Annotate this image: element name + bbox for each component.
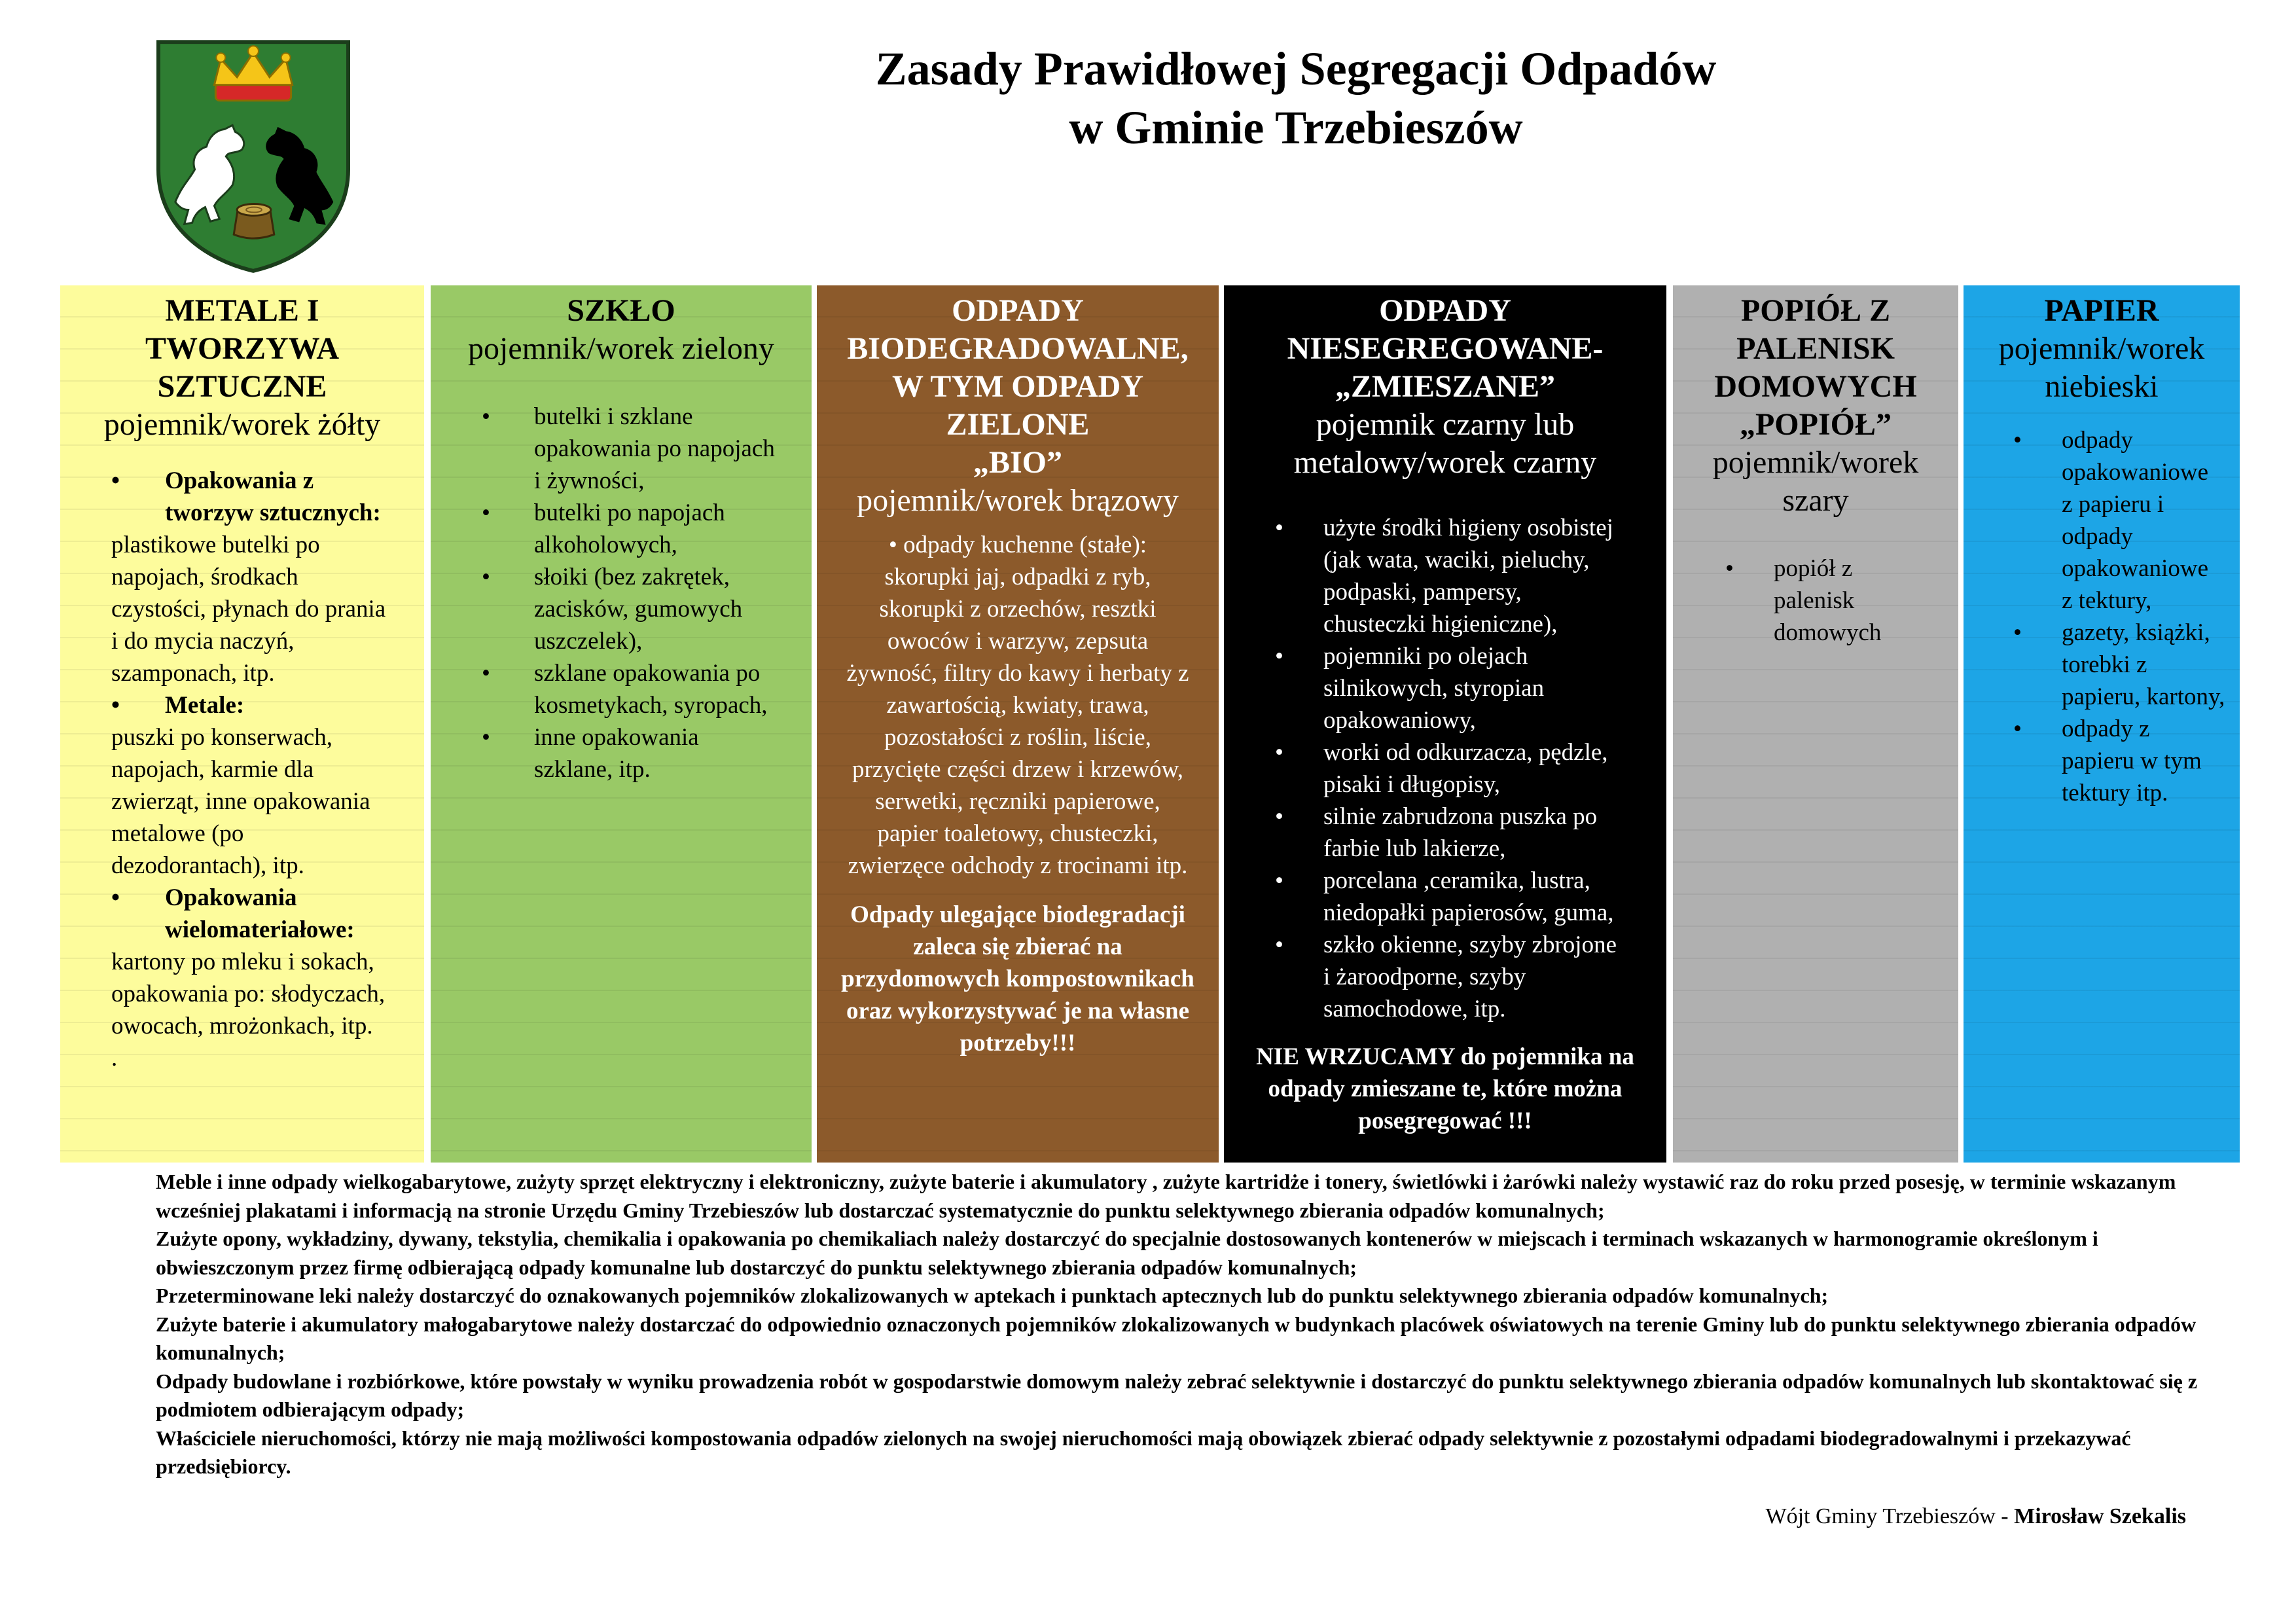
list-line: opakowaniowe [2062, 555, 2208, 582]
list-line: silnikowych, styropian [1323, 675, 1545, 702]
column-subtitle: pojemnik/worek zielony [468, 331, 774, 366]
column-title-line: DOMOWYCH [1714, 369, 1917, 404]
list-line: i do mycia naczyń, [111, 628, 295, 655]
list-item [1275, 736, 1666, 801]
list-line: butelki i szklane [534, 403, 693, 430]
list-line: inne opakowania [534, 724, 699, 751]
column-title-line: BIODEGRADOWALNE, [847, 331, 1189, 366]
bullet-icon: • [2013, 619, 2022, 646]
list-line: dezodorantach), itp. [111, 852, 304, 879]
column-subtitle: pojemnik/worek brązowy [857, 483, 1179, 518]
list-line [817, 529, 1219, 561]
list-item [1275, 801, 1666, 865]
list-line: żywność, filtry do kawy i herbaty z [846, 660, 1189, 687]
tree-stump-icon [234, 204, 274, 239]
list-item [2013, 424, 2240, 617]
bullet-icon: • [111, 467, 120, 494]
bullet-icon: • [1275, 739, 1283, 766]
bullet-icon: • [2013, 715, 2022, 742]
list-line: uszczelek), [534, 628, 643, 655]
list-line: opakowaniowy, [1323, 707, 1476, 734]
list-line: tektury itp. [2062, 780, 2168, 806]
column-title-line: POPIÓŁ Z [1740, 293, 1891, 328]
column-title-line: SZTUCZNE [157, 369, 327, 404]
list-line: butelki po napojach [534, 499, 725, 526]
bullet-icon: • [1275, 867, 1283, 894]
bullet-icon: • [482, 724, 490, 751]
list-item [2013, 617, 2240, 713]
column-subtitle: pojemnik czarny lub [1316, 407, 1575, 442]
column-subtitle: pojemnik/worek [1712, 445, 1919, 480]
list-line: opakowaniowe [2062, 459, 2208, 486]
list-line: użyte środki higieny osobistej [1323, 514, 1613, 541]
list-line: zwierzęce odchody z trocinami itp. [848, 852, 1188, 879]
list-line: napojach, środkach [111, 564, 298, 590]
list-line: plastikowe butelki po [111, 532, 320, 558]
column-title-line: W TYM ODPADY [892, 369, 1143, 404]
note-line: posegregować !!! [1358, 1108, 1532, 1134]
list-line: farbie lub lakierze, [1323, 835, 1506, 862]
bullet-icon: • [482, 403, 490, 430]
footer-notes [156, 1168, 2198, 1481]
note-line: przydomowych kompostownikach [841, 965, 1194, 992]
list-line: porcelana ,ceramika, lustra, [1323, 867, 1590, 894]
bullet-icon: • [1275, 803, 1283, 830]
list-line: pisaki i długopisy, [1323, 771, 1500, 798]
bullet-icon: • [111, 884, 120, 911]
list-line: odpady [2062, 427, 2133, 454]
bullet-icon: • [482, 660, 490, 687]
column-title-line: „ZMIESZANE” [1335, 369, 1556, 404]
column-szklo [431, 285, 812, 1163]
column-subtitle: pojemnik/worek żółty [103, 407, 381, 442]
list-line: zawartością, kwiaty, trawa, [886, 692, 1149, 719]
list-line: słoiki (bez zakrętek, [534, 564, 730, 590]
list-line: torebki z [2062, 651, 2147, 678]
list-item [1275, 512, 1666, 640]
list-item [1275, 929, 1666, 1025]
list-line: pozostałości z roślin, liście, [884, 724, 1151, 751]
column-subtitle: metalowy/worek czarny [1293, 445, 1597, 480]
note-line: oraz wykorzystywać je na własne [846, 998, 1190, 1024]
note-line: potrzeby!!! [960, 1030, 1076, 1056]
list-line: odpady [2062, 523, 2133, 550]
footer-paragraph: Meble i inne odpady wielkogabarytowe, zużyty sprzęt elektryczny i elektroniczny, zużyte baterie i akumulatory , zużyte kartridże i tonery, świetlówki i żarówki należy wystawić raz do roku przed posesję, w terminie wskazanym wcześniej plakatami i informacją na stronie Urzędu Gminy Trzebieszów lub dostarczać systematycznie do punktu selektywnego zbierania odpadów komunalnych; [156, 1170, 2176, 1222]
footer-paragraph: Właściciele nieruchomości, którzy nie mają możliwości kompostowania odpadów zielonych na swojej nieruchomości mają obowiązek zbierać odpady selektywnie z pozostałymi odpadami biodegradowalnymi i przekazywać przedsiębiorcy. [156, 1426, 2131, 1478]
list-line: pojemniki po olejach [1323, 643, 1528, 670]
list-line: worki od odkurzacza, pędzle, [1323, 739, 1608, 766]
list-line: metalowe (po [111, 820, 244, 847]
list-line: silnie zabrudzona puszka po [1323, 803, 1598, 830]
list-line: z papieru i [2062, 491, 2164, 518]
title-line-1: Zasady Prawidłowej Segregacji Odpadów [875, 43, 1717, 95]
list-line: palenisk [1774, 587, 1855, 614]
list-item [482, 401, 812, 497]
list-line: papieru, kartony, [2062, 683, 2225, 710]
list-line: papieru w tym [2062, 748, 2202, 774]
list-line: puszki po konserwach, [111, 724, 333, 751]
column-title-line: METALE I [165, 293, 319, 328]
list-line-text: odpady kuchenne (stałe): [903, 532, 1147, 558]
list-line: opakowania po napojach [534, 435, 775, 462]
signature-name: Mirosław Szekalis [2014, 1504, 2186, 1528]
group-heading: wielomateriałowe: [165, 916, 355, 943]
list-line: (jak wata, waciki, pieluchy, [1323, 547, 1590, 573]
list-line: podpaski, pampersy, [1323, 579, 1522, 605]
list-line: domowych [1774, 619, 1882, 646]
list-line: gazety, książki, [2062, 619, 2210, 646]
column-title: PAPIER [2044, 293, 2159, 328]
column-title-line: ZIELONE [946, 407, 1090, 442]
list-line: przycięte części drzew i krzewów, [852, 756, 1184, 783]
footer-paragraph: Przeterminowane leki należy dostarczyć do oznakowanych pojemników zlokalizowanych w aptekach i punktach aptecznych lub do punktu selektywnego zbierania odpadów komunalnych; [156, 1284, 1829, 1307]
column-zmieszane [1224, 285, 1666, 1163]
list-line: opakowania po: słodyczach, [111, 981, 386, 1007]
column-title-line: ODPADY [1379, 293, 1511, 328]
list-line: zwierząt, inne opakowania [111, 788, 370, 815]
note-line: odpady zmieszane te, które można [1268, 1075, 1623, 1102]
group-heading: Metale: [165, 692, 245, 719]
list-item [482, 497, 812, 561]
bullet-icon: • [2013, 427, 2022, 454]
list-line: szklane, itp. [534, 756, 651, 783]
bullet-icon: • [482, 499, 490, 526]
list-line: szkło okienne, szyby zbrojone [1323, 931, 1617, 958]
list-line: kosmetykach, syropach, [534, 692, 768, 719]
footer-paragraph: Zużyte opony, wykładziny, dywany, tekstylia, chemikalia i opakowania po chemikaliach należy dostarczyć do specjalnie dostosowanych kontenerów w miejscach i terminach wskazanych w harmonogramie określonym i obwieszczonym przez firmę odbierającą odpady komunalne lub dostarczyć do punktu selektywnego zbierania odpadów komunalnych; [156, 1227, 2098, 1279]
coat-of-arms-icon [156, 39, 351, 274]
bullet-icon: • [888, 532, 904, 558]
list-item [1275, 865, 1666, 929]
column-title-line: NIESEGREGOWANE- [1287, 331, 1604, 366]
column-metale-tworzywa [60, 285, 424, 1163]
list-item [2013, 713, 2240, 809]
note-line: Odpady ulegające biodegradacji [850, 901, 1185, 928]
list-line: z tektury, [2062, 587, 2152, 614]
list-line: odpady z [2062, 715, 2150, 742]
group-heading: Opakowania z [165, 467, 314, 494]
list-line: owoców i warzyw, zepsuta [887, 628, 1149, 655]
column-subtitle: szary [1782, 483, 1849, 518]
list-line: i żywności, [534, 467, 645, 494]
list-item [1275, 640, 1666, 736]
footer-paragraph: Zużyte baterie i akumulatory małogabarytowe należy dostarczać do odpowiednio oznaczonych pojemników zlokalizowanych w budynkach placówek oświatowych na terenie Gminy lub do punktu selektywnego zbierania odpadów komunalnych; [156, 1312, 2197, 1364]
list-item [482, 721, 812, 785]
list-line: skorupki jaj, odpadki z ryb, [884, 564, 1151, 590]
list-line: samochodowe, itp. [1323, 996, 1506, 1022]
list-line: szklane opakowania po [534, 660, 761, 687]
footer-paragraph: Odpady budowlane i rozbiórkowe, które powstały w wyniku prowadzenia robót w gospodarstwie domowym należy zebrać selektywnie i dostarczyć do punktu selektywnego zbierania odpadów komunalnych lub skontaktować się z podmiotem odbierającym odpady; [156, 1369, 2198, 1421]
title-line-2: w Gminie Trzebieszów [1069, 101, 1523, 154]
signature [1765, 1504, 2186, 1529]
page-title [687, 39, 1905, 157]
column-title-line: ODPADY [952, 293, 1084, 328]
list-line: i żaroodporne, szyby [1323, 964, 1526, 990]
group-heading: Opakowania [165, 884, 297, 911]
note-line: NIE WRZUCAMY do pojemnika na [1256, 1043, 1634, 1070]
column-subtitle: pojemnik/worek [1998, 331, 2205, 366]
bullet-icon: • [111, 692, 120, 719]
column-title: SZKŁO [567, 293, 675, 328]
list-line: papier toaletowy, chusteczki, [877, 820, 1158, 847]
list-line: zacisków, gumowych [534, 596, 743, 623]
list-item [1725, 552, 1958, 649]
list-item [482, 657, 812, 721]
column-bio [817, 285, 1219, 1163]
list-line: . [111, 1045, 118, 1072]
list-line: czystości, płynach do prania [111, 596, 386, 623]
column-papier [1964, 285, 2240, 1163]
bullet-icon: • [1275, 643, 1283, 670]
list-line: szamponach, itp. [111, 660, 275, 687]
column-popiol [1673, 285, 1958, 1163]
bullet-icon: • [1275, 514, 1283, 541]
list-line: kartony po mleku i sokach, [111, 948, 374, 975]
bullet-icon: • [1725, 555, 1734, 582]
note-line: zaleca się zbierać na [913, 933, 1122, 960]
list-line: chusteczki higieniczne), [1323, 611, 1558, 638]
list-line: napojach, karmie dla [111, 756, 314, 783]
column-subtitle: niebieski [2045, 369, 2159, 404]
column-title-line: PALENISK [1736, 331, 1895, 366]
bullet-icon: • [482, 564, 490, 590]
list-line: popiół z [1774, 555, 1853, 582]
list-line: skorupki z orzechów, resztki [879, 596, 1157, 623]
list-line: serwetki, ręczniki papierowe, [875, 788, 1160, 815]
list-line: owocach, mrożonkach, itp. [111, 1013, 373, 1039]
list-item [482, 561, 812, 657]
list-line: niedopałki papierosów, guma, [1323, 899, 1614, 926]
bullet-icon: • [1275, 931, 1283, 958]
column-title-line: „BIO” [973, 445, 1063, 480]
list-line: alkoholowych, [534, 532, 677, 558]
column-title-line: „POPIÓŁ” [1739, 407, 1892, 442]
column-title-line: TWORZYWA [145, 331, 340, 366]
signature-prefix: Wójt Gminy Trzebieszów - [1765, 1504, 2015, 1528]
group-heading: tworzyw sztucznych: [165, 499, 381, 526]
